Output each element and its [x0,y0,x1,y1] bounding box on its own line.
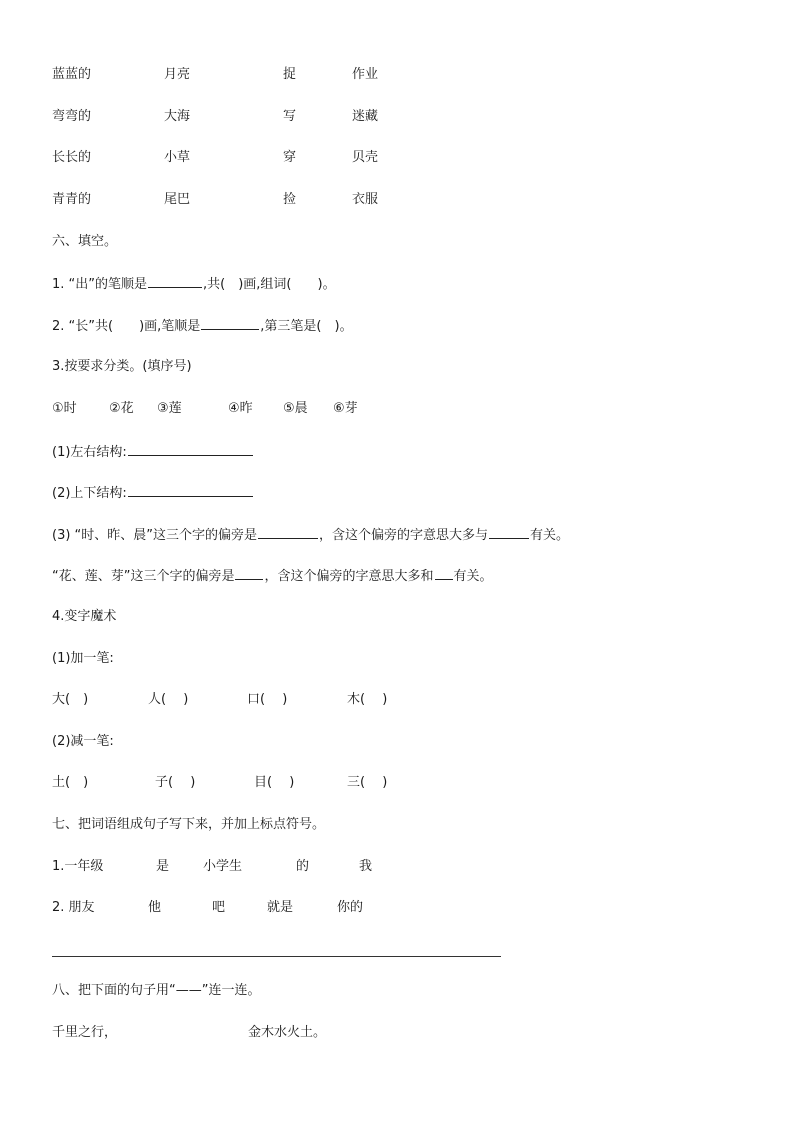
top-bottom-label: (2)上下结构: [52,486,127,501]
noun-cell: 尾巴 [164,192,191,207]
q1-text-a: 1. “出”的笔顺是 [52,277,148,292]
word-item: 1.一年级 [52,859,104,874]
question-2 [52,317,353,335]
left-right-label: (1)左右结构: [52,445,127,460]
word-item: 他 [148,900,162,915]
word-item: 就是 [267,900,294,915]
p4-text-c: 有关。 [453,569,493,584]
option-item: ⑤晨 [283,401,308,416]
p4-text-b: ，含这个偏旁的字意思大多和 [264,569,434,584]
object-cell: 迷藏 [352,109,379,124]
phrase-left[interactable]: 千里之行， [52,1025,118,1040]
q2-text-a: 2. “长”共( )画,笔顺是 [52,319,201,334]
phrase-right[interactable]: 金木水火土。 [248,1025,327,1040]
object-cell: 贝壳 [352,150,379,165]
q1-text-b: ,共( )画,组词( )。 [203,277,336,292]
adjective-cell: 弯弯的 [52,109,92,124]
p3-text-b: ，含这个偏旁的字意思大多与 [319,528,489,543]
p3-text-a: (3) “时、昨、晨”这三个字的偏旁是 [52,528,258,543]
char-item: 人( ) [148,692,189,707]
word-item: 你的 [337,900,364,915]
adjective-cell: 青青的 [52,192,92,207]
question-3-title: 3.按要求分类。(填序号) [52,359,192,374]
char-item: 子( ) [155,775,196,790]
option-item: ③莲 [157,401,182,416]
word-item: 吧 [212,900,226,915]
verb-cell: 捉 [283,67,297,82]
word-item: 小学生 [203,859,243,874]
noun-cell: 大海 [164,109,191,124]
option-item: ②花 [109,401,134,416]
word-item: 我 [359,859,373,874]
noun-cell: 月亮 [164,67,191,82]
q3-left-right [52,443,254,461]
section-8-heading: 八、把下面的句子用“——”连一连。 [52,983,261,998]
verb-cell: 写 [283,109,297,124]
section-6-heading: 六、填空。 [52,234,118,249]
answer-blank[interactable] [489,526,529,539]
q3-part-4 [52,567,493,585]
q2-text-b: ,第三笔是( )。 [260,319,353,334]
adjective-cell: 长长的 [52,150,92,165]
verb-cell: 捡 [283,192,297,207]
p3-text-c: 有关。 [530,528,570,543]
char-item: 木( ) [347,692,388,707]
char-item: 口( ) [247,692,288,707]
object-cell: 作业 [352,67,379,82]
p4-text-a: “花、莲、芽”这三个字的偏旁是 [52,569,235,584]
verb-cell: 穿 [283,150,297,165]
question-1 [52,275,336,293]
option-item: ①时 [52,401,77,416]
answer-blank[interactable] [235,567,263,580]
adjective-cell: 蓝蓝的 [52,67,92,82]
object-cell: 衣服 [352,192,379,207]
char-item: 大( ) [52,692,89,707]
word-item: 是 [156,859,170,874]
char-item: 三( ) [347,775,388,790]
section-7-heading: 七、把词语组成句子写下来，并加上标点符号。 [52,817,326,832]
answer-blank[interactable] [435,567,453,580]
add-stroke-label: (1)加一笔: [52,651,114,666]
char-item: 目( ) [254,775,295,790]
noun-cell: 小草 [164,150,191,165]
question-4-title: 4.变字魔术 [52,609,117,624]
answer-blank[interactable] [258,526,318,539]
answer-line[interactable] [52,956,501,957]
char-item: 土( ) [52,775,89,790]
remove-stroke-label: (2)减一笔: [52,734,114,749]
word-item: 2. 朋友 [52,900,95,915]
answer-blank[interactable] [148,275,202,288]
word-item: 的 [296,859,310,874]
answer-blank[interactable] [201,317,259,330]
option-item: ④昨 [228,401,253,416]
answer-blank[interactable] [128,443,253,456]
answer-blank[interactable] [128,484,253,497]
option-item: ⑥芽 [333,401,358,416]
q3-part-3 [52,526,569,544]
q3-top-bottom [52,484,254,502]
